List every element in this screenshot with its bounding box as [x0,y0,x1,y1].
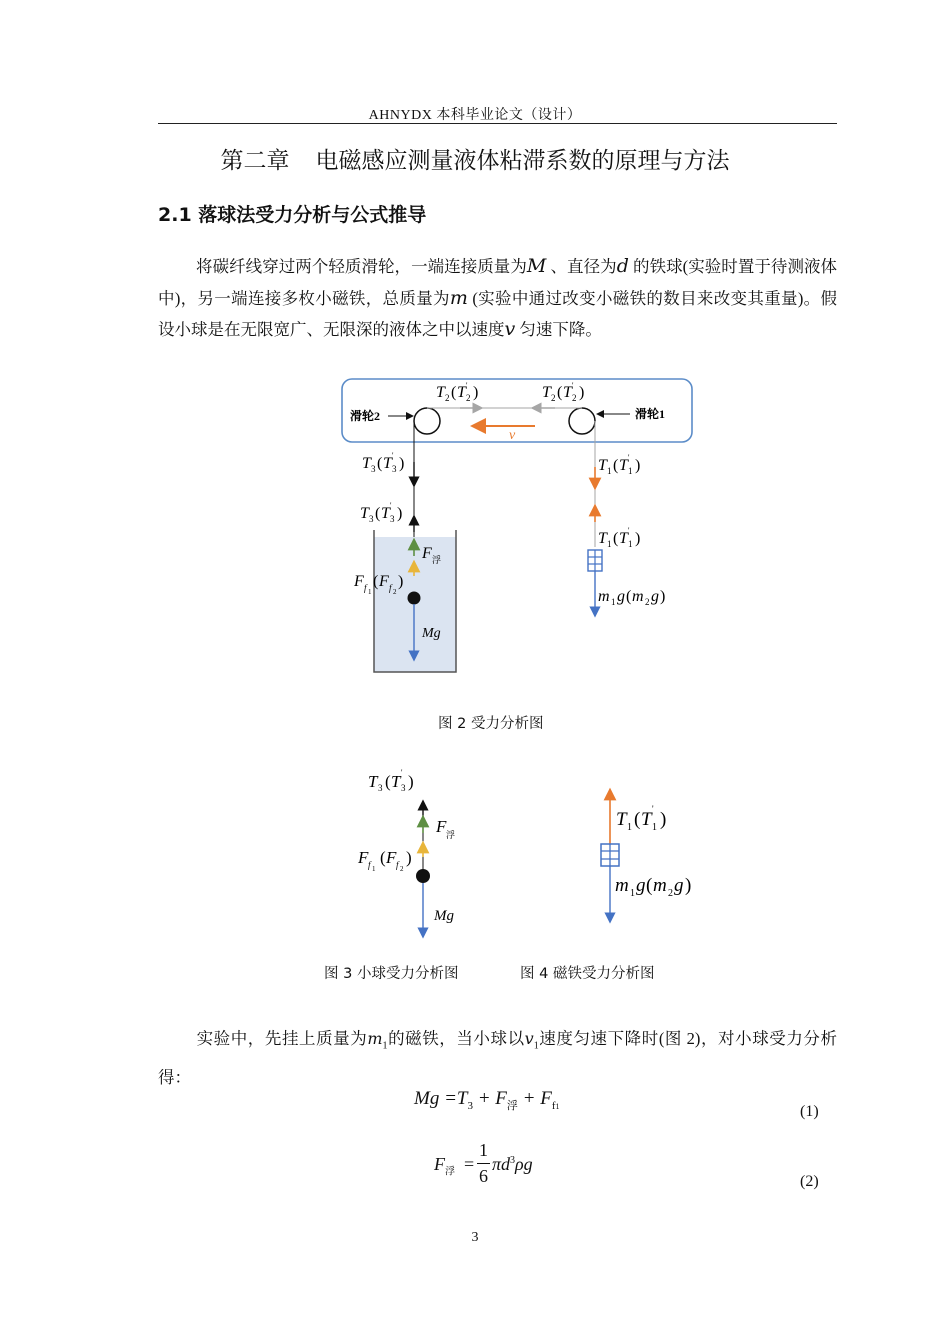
page-number: 3 [471,1230,479,1245]
svg-text:g: g [617,588,625,605]
pulley-1 [569,408,595,434]
svg-text:': ' [466,381,468,390]
svg-text:): ) [408,772,414,791]
header-rule [158,123,837,124]
magnet-stack [588,550,602,571]
svg-text:): ) [685,875,692,896]
running-header: AHNYDX 本科毕业论文（设计） [368,108,582,123]
svg-text:F: F [386,848,397,867]
svg-text:): ) [473,384,479,401]
svg-text:(: ( [634,809,641,830]
svg-text:': ' [652,804,654,814]
svg-text:': ' [392,451,394,460]
svg-text:): ) [406,848,412,867]
var-d: d [616,255,629,277]
svg-text:T: T [381,505,390,522]
pulley-2 [414,408,440,434]
pulley-1-label: 滑轮1 [635,407,666,421]
iron-ball [416,869,430,883]
svg-text:': ' [390,501,392,510]
svg-text:m: m [632,588,644,605]
svg-text:1: 1 [368,588,372,596]
svg-text:T: T [563,384,572,401]
text-run: 的磁铁，当小球以 [387,1029,525,1048]
svg-text:1: 1 [611,597,616,607]
svg-text:2: 2 [393,588,397,596]
svg-text:(: ( [377,455,383,472]
svg-text:(: ( [385,772,391,791]
svg-text:2: 2 [645,597,650,607]
text-run: 将碳纤线穿过两个轻质滑轮，一端连接质量为 [196,257,527,276]
svg-text:(: ( [451,384,457,401]
svg-text:g: g [651,588,659,605]
svg-text:f: f [396,860,399,870]
svg-text:(: ( [380,848,386,867]
svg-text:(: ( [626,588,632,605]
figure4-caption: 图 4 磁铁受力分析图 [520,966,655,982]
svg-text:1: 1 [627,822,632,833]
svg-text:1: 1 [628,466,633,476]
svg-text:f: f [389,583,392,593]
svg-text:g: g [674,875,684,896]
svg-text:': ' [628,526,630,535]
svg-text:m: m [615,875,629,896]
section-title: 2.1 落球法受力分析与公式推导 [158,204,427,226]
svg-text:1: 1 [652,822,657,833]
svg-text:F: F [436,817,447,836]
figure2-force-diagram [330,372,710,684]
svg-text:): ) [397,505,403,522]
svg-text:T: T [619,457,628,474]
text-run: (实验中通过改变小磁铁的数目来改变其重量)。假设小球是在无限宽广、无限深的液体之中以速度 [158,288,837,339]
var-v1: v [524,1029,534,1048]
figure3-caption: 图 3 小球受力分析图 [324,966,459,982]
svg-text:T: T [362,455,371,472]
svg-text:(: ( [613,457,619,474]
svg-text:T: T [598,530,607,547]
chapter-title [0,142,950,175]
svg-text:(: ( [557,384,563,401]
svg-text:3: 3 [392,464,397,474]
svg-text:T: T [368,772,378,791]
svg-text:浮: 浮 [446,830,456,840]
equation-1-number: (1) [800,1103,819,1120]
velocity-label: v [509,428,516,443]
svg-text:): ) [579,384,585,401]
svg-text:Mg: Mg [422,626,441,641]
text-run: 匀速下降。 [519,320,602,339]
svg-text:': ' [628,453,630,462]
svg-text:3: 3 [401,783,406,793]
svg-text:2: 2 [668,888,673,899]
svg-text:2: 2 [445,393,450,403]
figure4-magnet-force-diagram [590,780,720,930]
intro-paragraph [158,251,837,346]
equation-1: $Mg =T_3 + F_浮 + F_{f1}$ [414,1088,560,1112]
svg-text:': ' [401,768,403,777]
svg-text:Mg: Mg [434,908,454,924]
magnet-stack [601,844,619,866]
svg-text:2: 2 [400,865,404,873]
svg-text:): ) [399,455,405,472]
svg-text:): ) [660,809,667,830]
iron-ball [408,592,421,605]
svg-text:2: 2 [572,393,577,403]
svg-text:f: f [368,860,371,870]
var-m1: m [367,1029,383,1048]
svg-text:g: g [636,875,646,896]
svg-text:T: T [360,505,369,522]
svg-text:(: ( [375,505,381,522]
equation-2-number: (2) [800,1173,819,1190]
svg-text:): ) [635,457,641,474]
svg-text:): ) [660,588,666,605]
svg-text:浮: 浮 [432,555,442,565]
svg-text:f: f [364,583,367,593]
svg-text:T: T [616,809,627,830]
svg-text:T: T [457,384,466,401]
svg-text:(: ( [613,530,619,547]
pulley-2-label: 滑轮2 [350,409,381,423]
svg-text:): ) [398,573,404,590]
svg-text:1: 1 [607,466,612,476]
svg-text:T: T [619,530,628,547]
svg-text:2: 2 [466,393,471,403]
svg-text:T: T [641,809,652,830]
svg-text:m: m [598,588,610,605]
svg-text:F: F [422,545,432,562]
svg-text:(: ( [373,573,379,590]
figure3-ball-force-diagram [350,765,480,945]
svg-text:': ' [572,381,574,390]
subscript: 1 [533,1040,539,1052]
figure2-caption: 图 2 受力分析图 [438,716,544,732]
svg-text:m: m [653,875,667,896]
svg-text:1: 1 [630,888,635,899]
svg-text:F: F [379,573,389,590]
svg-text:): ) [635,530,641,547]
svg-text:F: F [358,848,369,867]
text-run: 速度匀速下降时(图 2)，对小球受力分析得： [158,1029,837,1087]
svg-text:1: 1 [628,539,633,549]
text-run: 实验中，先挂上质量为 [196,1029,368,1048]
liquid [374,537,456,672]
svg-text:T: T [391,772,401,791]
subscript: 1 [382,1040,388,1052]
svg-text:F: F [354,573,364,590]
chapter-heading: 电磁感应测量液体粘滞系数的原理与方法 [315,148,730,174]
second-paragraph [158,1023,837,1093]
svg-text:3: 3 [390,514,395,524]
svg-text:2: 2 [551,393,556,403]
svg-text:3: 3 [378,783,383,793]
svg-text:(: ( [646,875,653,896]
svg-text:T: T [598,457,607,474]
svg-text:T: T [542,384,551,401]
var-v: v [504,318,516,340]
svg-text:1: 1 [607,539,612,549]
chapter-number: 第二章 [220,148,290,174]
svg-text:3: 3 [371,464,376,474]
svg-text:1: 1 [372,865,376,873]
var-M: M [526,255,547,277]
text-run: 的铁球(实验时置于待测液体中)，另一端连接多枚小磁铁，总质量为 [158,257,838,308]
text-run: 、直径为 [550,257,617,276]
svg-text:3: 3 [369,514,374,524]
svg-text:T: T [383,455,392,472]
svg-text:T: T [436,384,445,401]
var-m: m [449,286,468,309]
